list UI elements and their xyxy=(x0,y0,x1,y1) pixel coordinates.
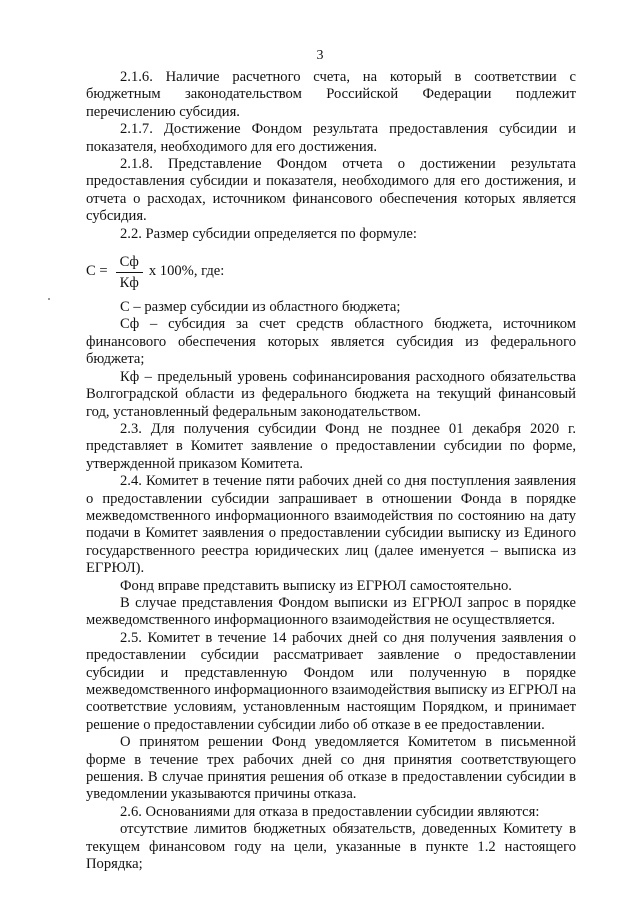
paragraph-2-1-6: 2.1.6. Наличие расчетного счета, на который в соответствии с бюджетным законодательством Российской Федерации подлежит перечислению субсидия. xyxy=(86,69,576,120)
paragraph-refusal-reason-1: отсутствие лимитов бюджетных обязательств, доведенных Комитету в текущем финансовом году на цели, указанные в пункте 1.2 настоящего Порядка; xyxy=(86,821,576,873)
scan-mark xyxy=(48,298,50,300)
document-body xyxy=(86,69,576,873)
page-number: 3 xyxy=(316,48,324,63)
paragraph-2-5: 2.5. Комитет в течение 14 рабочих дней со дня получения заявления о предоставлении субсидии рассматривает заявление о предоставлении субсидии и представленную Фондом или полученную в порядке межведомственного информационного взаимодействия выписку из ЕГРЮЛ на соответствие условиям, установленным настоящим Порядком, и принимает решение о предоставлении субсидии либо об отказе в ее предоставлении. xyxy=(86,629,576,733)
paragraph-2-2: 2.2. Размер субсидии определяется по формуле: xyxy=(120,225,417,242)
formula-numerator: Сф xyxy=(116,252,143,273)
paragraph-2-3: 2.3. Для получения субсидии Фонд не позднее 01 декабря 2020 г. представляет в Комитет заявление о предоставлении субсидии по форме, утвержденной приказом Комитета. xyxy=(86,420,576,472)
definition-kf: Кф – предельный уровень софинансирования расходного обязательства Волгоградской области из федерального бюджета на текущий финансовый год, установленный федеральным законодательством. xyxy=(86,368,576,420)
definition-sf: Сф – субсидия за счет средств областного бюджета, источником финансового обеспечения которых является субсидия из федерального бюджета; xyxy=(86,316,576,368)
formula-fraction xyxy=(116,252,143,293)
formula-rest: x 100%, где: xyxy=(148,263,225,280)
paragraph-2-1-7: 2.1.7. Достижение Фондом результата предоставления субсидии и показателя, необходимого для его достижения. xyxy=(86,121,576,155)
paragraph-egrul-request: В случае представления Фондом выписки из ЕГРЮЛ запрос в порядке межведомственного информационного взаимодействия не осуществляется. xyxy=(86,594,576,629)
paragraph-decision-notice: О принятом решении Фонд уведомляется Комитетом в письменной форме в течение трех рабочих дней со дня принятия соответствующего решения. В случае принятия решения об отказе в предоставлении субсидии в уведомлении указываются причины отказа. xyxy=(86,734,576,803)
subsidy-formula xyxy=(86,249,576,295)
formula-denominator: Кф xyxy=(119,274,139,291)
definition-c: С – размер субсидии из областного бюджета; xyxy=(120,299,401,316)
paragraph-egrul-self: Фонд вправе представить выписку из ЕГРЮЛ самостоятельно. xyxy=(120,577,512,594)
formula-lhs: C = xyxy=(86,263,108,280)
paragraph-2-6: 2.6. Основаниями для отказа в предоставлении субсидии являются: xyxy=(120,803,540,820)
paragraph-2-4: 2.4. Комитет в течение пяти рабочих дней со дня поступления заявления о предоставлении субсидии запрашивает в отношении Фонда в порядке межведомственного информационного взаимодействия по состоянию на дату подачи в Комитет заявления о предоставлении субсидии выписку из Единого государственного реестра юридических лиц (далее именуется – выписка из ЕГРЮЛ). xyxy=(86,473,576,577)
paragraph-2-1-8: 2.1.8. Представление Фондом отчета о достижении результата предоставления субсидии и показателя, необходимого для его достижения, и отчета о расходах, источником финансового обеспечения которых является субсидия. xyxy=(86,156,576,225)
